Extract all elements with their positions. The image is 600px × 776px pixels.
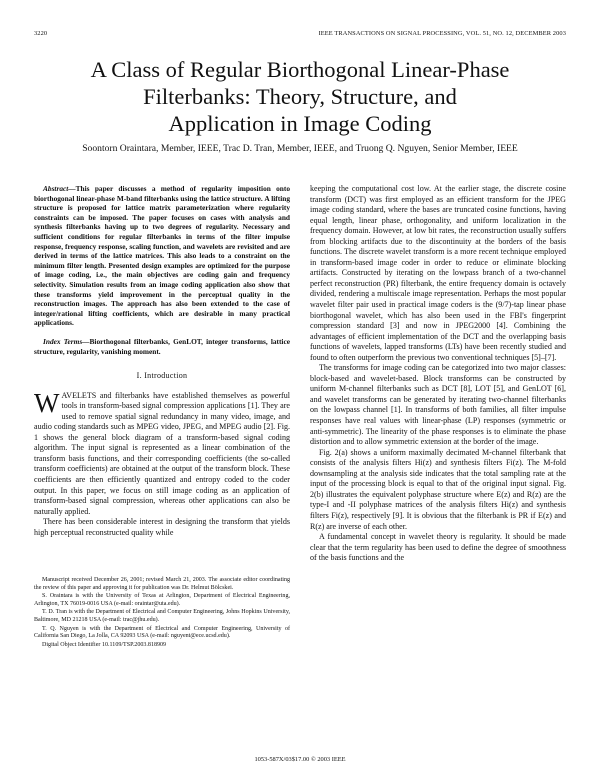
left-column [34,184,290,538]
right-column [310,184,566,564]
intro-paragraph-2: There has been considerable interest in designing the transform that yields high perceptual reconstructed quality while [34,517,290,537]
page-number: 3220 [34,30,48,37]
body-paragraph: The transforms for image coding can be categorized into two major classes: block-based and wavelet-based. Block transforms can be constructed by uniform M-channel filterbanks such as DCT [8], LOT [5], and GenLOT [6], and wavelet transforms can be generated by iterating two-channel filterbanks on the lowpass channel [1]. In transforms of both families, all filter impulse responses have real values with linear-phase (LP) responses (symmetric or anti-symmetric). The linearity of the phase responses is to eliminate the phase distortion and to allow symmetric extension at the border of the image. [310,363,566,447]
section-heading: I. Introduction [136,371,188,381]
running-header [34,30,566,42]
abstract-label: Abstract— [43,184,76,193]
abstract [34,184,290,328]
footnotes [34,577,290,650]
intro-paragraph [34,387,290,518]
title-line: Filterbanks: Theory, Structure, and [143,84,457,109]
title-line: A Class of Regular Biorthogonal Linear-Phase [90,57,510,82]
index-terms-text: Biorthogonal filterbanks, GenLOT, integer transforms, lattice structure, regularity, vanishing moment. [34,336,290,356]
copyright-footer: 1053-587X/03$17.00 © 2003 IEEE [254,756,346,763]
doi: Digital Object Identifier 10.1109/TSP.2003.818909 [42,641,167,648]
author-list: Soontorn Oraintara, Member, IEEE, Trac D. Tran, Member, IEEE, and Truong Q. Nguyen, Senior Member, IEEE [82,143,518,154]
paper-title [34,56,566,137]
journal-header: IEEE TRANSACTIONS ON SIGNAL PROCESSING, VOL. 51, NO. 12, DECEMBER 2003 [318,30,566,37]
abstract-text: This paper discusses a method of regularity imposition onto biorthogonal linear-phase M-band filterbanks using the lattice structure. A lifting structure is proposed for lattice matrix parameterization where regularity constraints can be imposed. The paper focuses on cases with analysis and synthesis filterbanks having up to two degrees of regularity. Necessary and sufficient conditions for regular filterbanks in terms of the filter impulse response, frequency response, scaling function, and wavelets are revisited and are derived in terms of the lattice matrices. This also leads to a constraint on the minimum filter length. Presented design examples are optimized for the purpose of image coding, i.e., the main objectives are coding gain and frequency selectivity. Simulation results from an image coding application also show that these transforms yield improvement in the perceptual quality in the reconstruction images. The approach has also been extended to the case of integer/rational lifting coefficients, which are desirable in many practical applications. [34,184,290,328]
body-paragraph: A fundamental concept in wavelet theory is regularity. It should be made clear that the term regularity has been used to define the degree of smoothness of the basis functions and the [310,532,566,563]
drop-cap: W [34,387,60,418]
intro-paragraph-text: AVELETS and filterbanks have established themselves as powerful tools in transform-based signal compression applications [1]. They are used to remove spatial signal redundancy in many video, image, and audio coding standards such as MPEG video, JPEG, and MPEG audio [2]. Fig. 1 shows the general block diagram of a transform-based signal coding algorithm. The input signal is represented as a linear combination of the transform basis functions, and their corresponding coefficients (the so-called transform coefficients) are obtained at the output of the transform block. These coefficients are then efficiently quantized and entropy coded to the coder output. In this paper, we focus on still image coding as an application of transform-based signal compression, whereas other applications can also be naturally applied. [34,390,290,516]
footnote: T. Q. Nguyen is with the Department of Electrical and Computer Engineering, University of California San Diego, La Jolla, CA 92093 USA (e-mail: nguyent@ece.ucsd.edu). [34,625,290,640]
footnote: T. D. Tran is with the Department of Electrical and Computer Engineering, Johns Hopkins University, Baltimore, MD 21218 USA (e-mail: trac@jhu.edu). [34,609,290,623]
footnote: S. Oraintara is with the University of Texas at Arlington, Department of Electrical Engineering, Arlington, TX 76019-0016 USA (e-mail: oraintar@uta.edu). [34,593,290,607]
title-line: Application in Image Coding [168,111,432,136]
footnote: Manuscript received December 26, 2001; revised March 21, 2003. The associate editor coordinating the review of this paper and approving it for publication was Dr. Helmut Bölcskei. [34,577,290,591]
body-paragraph: keeping the computational cost low. At the earlier stage, the discrete cosine transform (DCT) was first employed as an efficient transform for the JPEG image coding standard, where the bases are truncated cosine functions, having equal length, linear phase, orthogonality, and uniform localization in the frequency domain. However, at low bit rates, the reconstruction usually suffers from blocking artifacts due to the discontinuity at the borders of the basis functions. The discrete wavelet transform is a more recent technique employed in transform-based image coder in order to reduce or eliminate blocking artifacts. Constructed by iterating on the lowpass branch of a two-channel perfect reconstruction (PR) filterbank, the entire frequency domain is octavely divided, rendering a multiscale image representation. Perhaps the most popular wavelet filter pair used in practical image coders is the (9/7)-tap linear phase biorthogonal wavelet, which has also been used in the FBI's fingerprint compression standard [3] and now in JPEG2000 [4]. Combining the advantages of efficient implementation of the DCT and the overlapping basis functions of wavelets, lapped transforms (LTs) have been recently studied and found to often outperform the previous two conventional techniques [5]–[7]. [310,184,566,362]
index-terms [34,337,290,356]
body-paragraph: Fig. 2(a) shows a uniform maximally decimated M-channel filterbank that consists of the analysis filters Hi(z) and synthesis filters Fi(z). The M-fold downsampling at the analysis side indicates that the total sampling rate at the input of the processing block is equal to that of the original input signal. Fig. 2(b) illustrates the equivalent polyphase structure where E(z) and R(z) are the type-I and -II polyphase matrices of the analysis filters Hi(z) and synthesis filters Fi(z), respectively [9]. It is obvious that the filterbank is PR if E(z) and R(z) are inverse of each other. [310,447,566,531]
index-terms-label: Index Terms— [43,336,90,346]
